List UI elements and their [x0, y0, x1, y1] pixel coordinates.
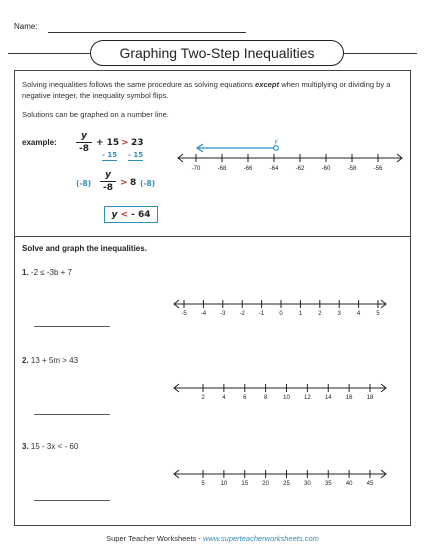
example-answer-box — [104, 206, 158, 223]
problem-number: 3. — [22, 442, 29, 451]
example-rhs-2: 8 — [130, 178, 137, 188]
name-line[interactable] — [48, 32, 246, 33]
problem-expression: 13 + 5m > 43 — [30, 356, 79, 365]
tick-label: -56 — [373, 166, 383, 172]
number-line-1[interactable] — [172, 296, 390, 322]
answer-line-3[interactable] — [34, 500, 110, 501]
tick-label: 30 — [304, 481, 311, 487]
tick-label: 12 — [304, 395, 311, 401]
answer-line-1[interactable] — [34, 326, 110, 327]
point-label: y — [274, 138, 278, 145]
axis-ticks — [181, 300, 380, 317]
example-minus15-left: - 15 — [102, 151, 118, 159]
axis-ticks — [192, 154, 383, 172]
tick-label: 0 — [279, 311, 283, 317]
tick-label: 4 — [356, 311, 361, 317]
tick-label: -62 — [295, 166, 305, 172]
tick-label: 14 — [324, 395, 332, 401]
problem-3 — [22, 442, 78, 451]
fraction-bar — [76, 142, 92, 143]
problem-expression: 15 - 3x < - 60 — [30, 442, 79, 451]
tick-label: 1 — [298, 311, 303, 317]
tick-label: -4 — [200, 311, 207, 317]
open-circle-point — [274, 146, 279, 151]
tick-label: 10 — [220, 481, 228, 487]
footer-url[interactable]: www.superteacherworksheets.com — [202, 534, 319, 543]
problem-number: 1. — [22, 268, 29, 277]
tick-label: 35 — [324, 481, 332, 487]
tick-label: -58 — [347, 166, 357, 172]
tick-label: -60 — [321, 166, 331, 172]
tick-label: -70 — [191, 166, 201, 172]
tick-label: 5 — [201, 481, 205, 487]
tick-label: 5 — [376, 311, 380, 317]
example-plus-15: + 15 — [96, 138, 120, 148]
answer-op: < — [120, 209, 128, 220]
tick-label: 6 — [243, 395, 247, 401]
section-divider — [14, 236, 411, 237]
tick-label: 45 — [366, 481, 374, 487]
fraction-numerator-2: y — [105, 170, 111, 180]
example-gt-symbol-2: > — [120, 178, 128, 188]
tick-label: 2 — [318, 311, 322, 317]
footer-brand: Super Teacher Worksheets - — [106, 534, 203, 543]
intro-emphasis: except — [255, 80, 280, 89]
tick-label: 16 — [345, 395, 353, 401]
example-fraction-1 — [76, 131, 92, 154]
tick-label: -5 — [181, 311, 187, 317]
tick-label: 10 — [283, 395, 290, 401]
fraction-denominator-2: -8 — [103, 183, 113, 193]
tick-label: 25 — [283, 481, 290, 487]
axis-ticks — [201, 384, 374, 401]
answer-var: y — [111, 209, 118, 220]
example-mult-left: (-8) — [76, 179, 92, 188]
fraction-denominator: -8 — [79, 144, 89, 154]
page-title: Graphing Two-Step Inequalities — [90, 40, 344, 66]
example-mult-right: (-8) — [140, 179, 156, 188]
tick-label: -3 — [220, 311, 226, 317]
example-minus15-right: - 15 — [128, 151, 144, 159]
example-gt-symbol: > — [121, 138, 129, 148]
tick-label: 3 — [337, 311, 341, 317]
number-line-3[interactable] — [172, 466, 390, 492]
answer-value: - 64 — [131, 209, 151, 220]
tick-label: 4 — [222, 395, 226, 401]
problem-2 — [22, 356, 78, 365]
answer-line-2[interactable] — [34, 414, 110, 415]
footer — [0, 534, 425, 543]
example-rhs: 23 — [131, 138, 144, 148]
axis-ticks — [201, 470, 374, 487]
example-fraction-2 — [100, 170, 116, 193]
tick-label: 2 — [201, 395, 205, 401]
tick-label: -2 — [239, 311, 245, 317]
intro-text-1: Solving inequalities follows the same procedure as solving equations — [22, 80, 256, 89]
problem-number: 2. — [22, 356, 29, 365]
tick-label: -64 — [269, 166, 279, 172]
tick-label: 40 — [345, 481, 353, 487]
intro-paragraph — [22, 80, 402, 101]
fraction-bar-2 — [100, 181, 116, 182]
tick-label: -66 — [243, 166, 253, 172]
example-label: example: — [22, 138, 57, 147]
tick-label: 15 — [241, 481, 249, 487]
problem-1 — [22, 268, 72, 277]
practice-instruction: Solve and graph the inequalities. — [22, 244, 147, 253]
tick-label: 18 — [366, 395, 374, 401]
tick-label: -68 — [217, 166, 227, 172]
fraction-numerator: y — [81, 131, 87, 141]
intro-text-2: when multiplying or dividing by a negative integer, the inequality symbol flips. — [22, 80, 391, 100]
name-label: Name: — [14, 22, 38, 31]
tick-label: 20 — [262, 481, 269, 487]
intro-paragraph-2: Solutions can be graphed on a number line. — [22, 110, 169, 119]
tick-label: 8 — [263, 395, 268, 401]
number-line-2[interactable] — [172, 380, 390, 406]
problem-expression: -2 ≤ -3b + 7 — [30, 268, 72, 277]
tick-label: -1 — [258, 311, 265, 317]
example-number-line — [176, 136, 408, 178]
